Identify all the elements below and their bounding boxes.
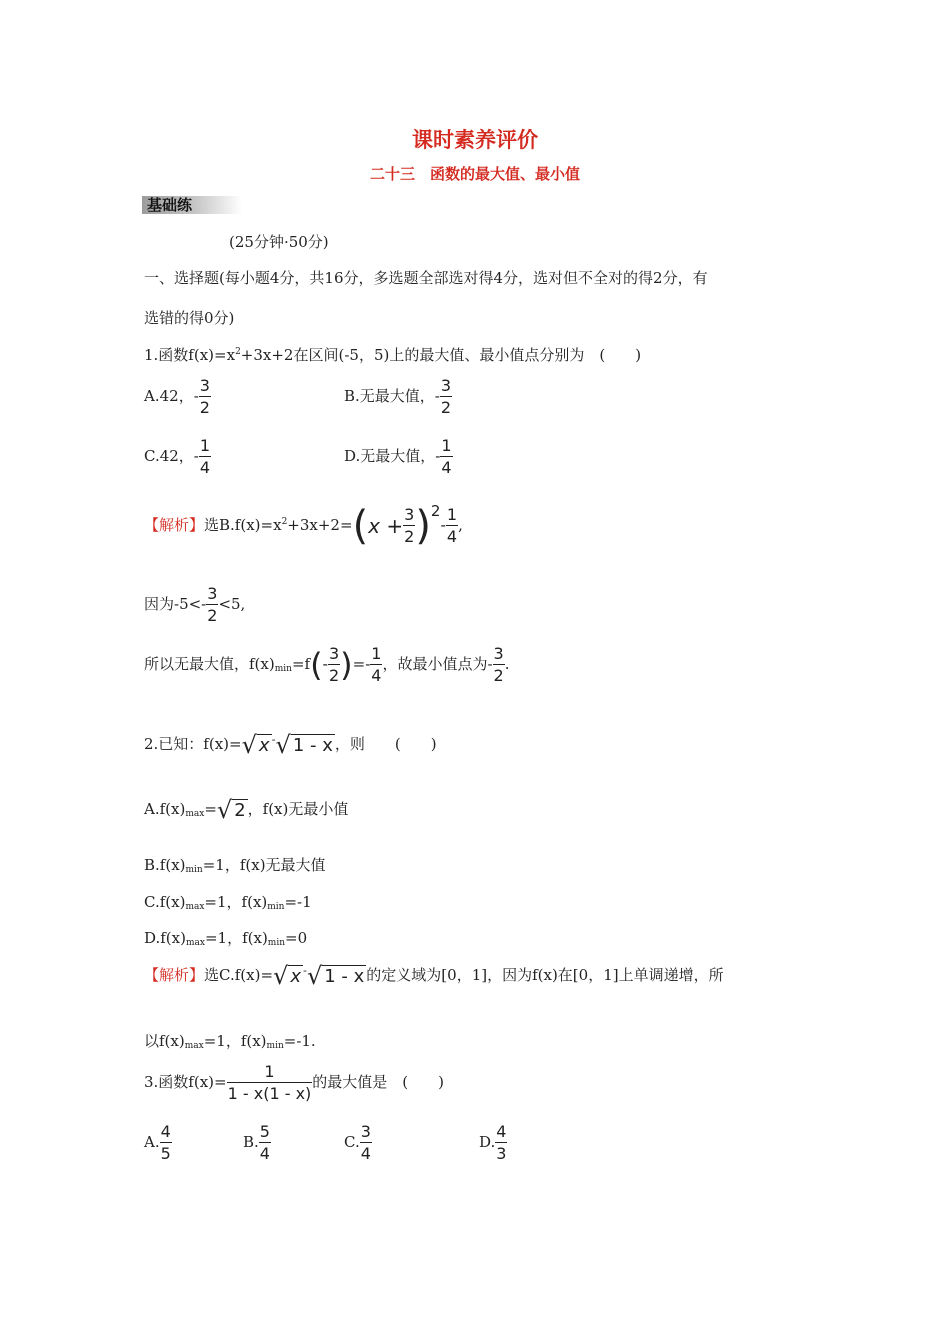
part1-heading-line1: 一、选择题(每小题4分，共16分，多选题全部选对得4分，选对但不全对的得2分，有	[144, 269, 708, 287]
q1-option-b[interactable]: B.无最大值，- $\frac{3}{2}$	[344, 376, 452, 417]
analysis-tag: 【解析】	[144, 516, 205, 534]
q3-option-d[interactable]: D. $\frac{4}{3}$	[479, 1122, 507, 1163]
fraction: $\frac{3}{4}$	[360, 1122, 371, 1163]
fraction: $\frac{3}{2}$	[493, 644, 504, 685]
fraction: $\frac{1}{4}$	[199, 436, 211, 477]
q2-stem: 2.已知：f(x)=√ x -√ 1 - x ，则 ( )	[144, 731, 437, 759]
fraction: $\frac{1}{1 - x(1 - x)}$	[227, 1062, 312, 1103]
q1-analysis: 【解析】选$B.f(x)=x^2+3x+2=(x$ + $\frac{3}{2}$ )2- $\frac{1}{4}$ ,	[144, 502, 463, 549]
sqrt-sign: √	[306, 962, 323, 990]
q3-stem: 3.函数f(x)= $\frac{1}{1 - x(1 - x)}$ 的最大值是 ( )	[144, 1062, 444, 1103]
q2-option-c[interactable]: $C.f(x)_{max}=1$，$f(x)_{min}=-1$	[144, 893, 312, 912]
fraction: $\frac{5}{4}$	[259, 1122, 270, 1163]
q1-option-c[interactable]: C.42，- $\frac{1}{4}$	[144, 436, 211, 477]
fraction: $\frac{3}{2}$	[199, 376, 210, 417]
sqrt-sign: √	[275, 731, 291, 759]
fraction: $\frac{3}{2}$	[440, 376, 452, 417]
fraction: $\frac{1}{4}$	[441, 436, 452, 477]
fraction: $\frac{3}{2}$	[328, 644, 340, 685]
sqrt-sign: √	[216, 796, 233, 824]
analysis-tag: 【解析】	[144, 966, 205, 984]
sqrt-sign: √	[241, 731, 257, 759]
q2-analysis: 【解析】选C.f(x)=√ x -√ 1 - x 的定义域为[0，1]，因为f(x)在[0，1]上单调递增，所	[144, 962, 724, 990]
q1-because: 因为-5<- $\frac{3}{2}$ <5,	[144, 584, 246, 625]
fraction: $\frac{4}{3}$	[496, 1122, 507, 1163]
q1-option-a[interactable]: A.42，- $\frac{3}{2}$	[144, 376, 210, 417]
q1-stem: 1.函数$f(x)=x^2+3x+2$在区间(-5，5)上的最大值、最小值点分别为 ( )	[144, 346, 642, 364]
part1-heading-line2: 选错的得0分)	[144, 309, 235, 327]
q3-option-c[interactable]: C. $\frac{3}{4}$	[344, 1122, 371, 1163]
fraction: $\frac{1}{4}$	[446, 505, 458, 546]
section-label: 基础练	[147, 196, 193, 214]
q2-option-a[interactable]: $A.f(x)_{max}=√$ 2 ，f(x)无最小值	[144, 796, 349, 824]
fraction: $\frac{3}{2}$	[207, 584, 218, 625]
fraction: $\frac{4}{5}$	[160, 1122, 171, 1163]
q1-conclusion: 所以无最大值，$f(x)_{min}=f(-$ $\frac{3}{2}$ )=- $\frac{1}{4}$ ，故最小值点为- $\frac{3}{2}$ .	[144, 644, 510, 685]
fraction: $\frac{3}{2}$	[404, 505, 415, 546]
q1-option-d[interactable]: D.无最大值，- $\frac{1}{4}$	[344, 436, 452, 477]
time-note: (25分钟·50分)	[229, 233, 329, 251]
q3-option-b[interactable]: B. $\frac{5}{4}$	[243, 1122, 270, 1163]
q2-option-b[interactable]: $B.f(x)_{min}=1$，f(x)无最大值	[144, 856, 326, 875]
page-subtitle: 二十三 函数的最大值、最小值	[369, 165, 580, 183]
page-title: 课时素养评价	[412, 127, 538, 152]
fraction: $\frac{1}{4}$	[371, 644, 382, 685]
q2-analysis-line2: 以$f(x)_{max}=1$，$f(x)_{min}=-1$.	[144, 1032, 316, 1051]
sqrt-sign: √	[273, 962, 289, 990]
q3-option-a[interactable]: A. $\frac{4}{5}$	[144, 1122, 171, 1163]
q2-option-d[interactable]: $D.f(x)_{max}=1$，$f(x)_{min}=0$	[144, 929, 308, 948]
